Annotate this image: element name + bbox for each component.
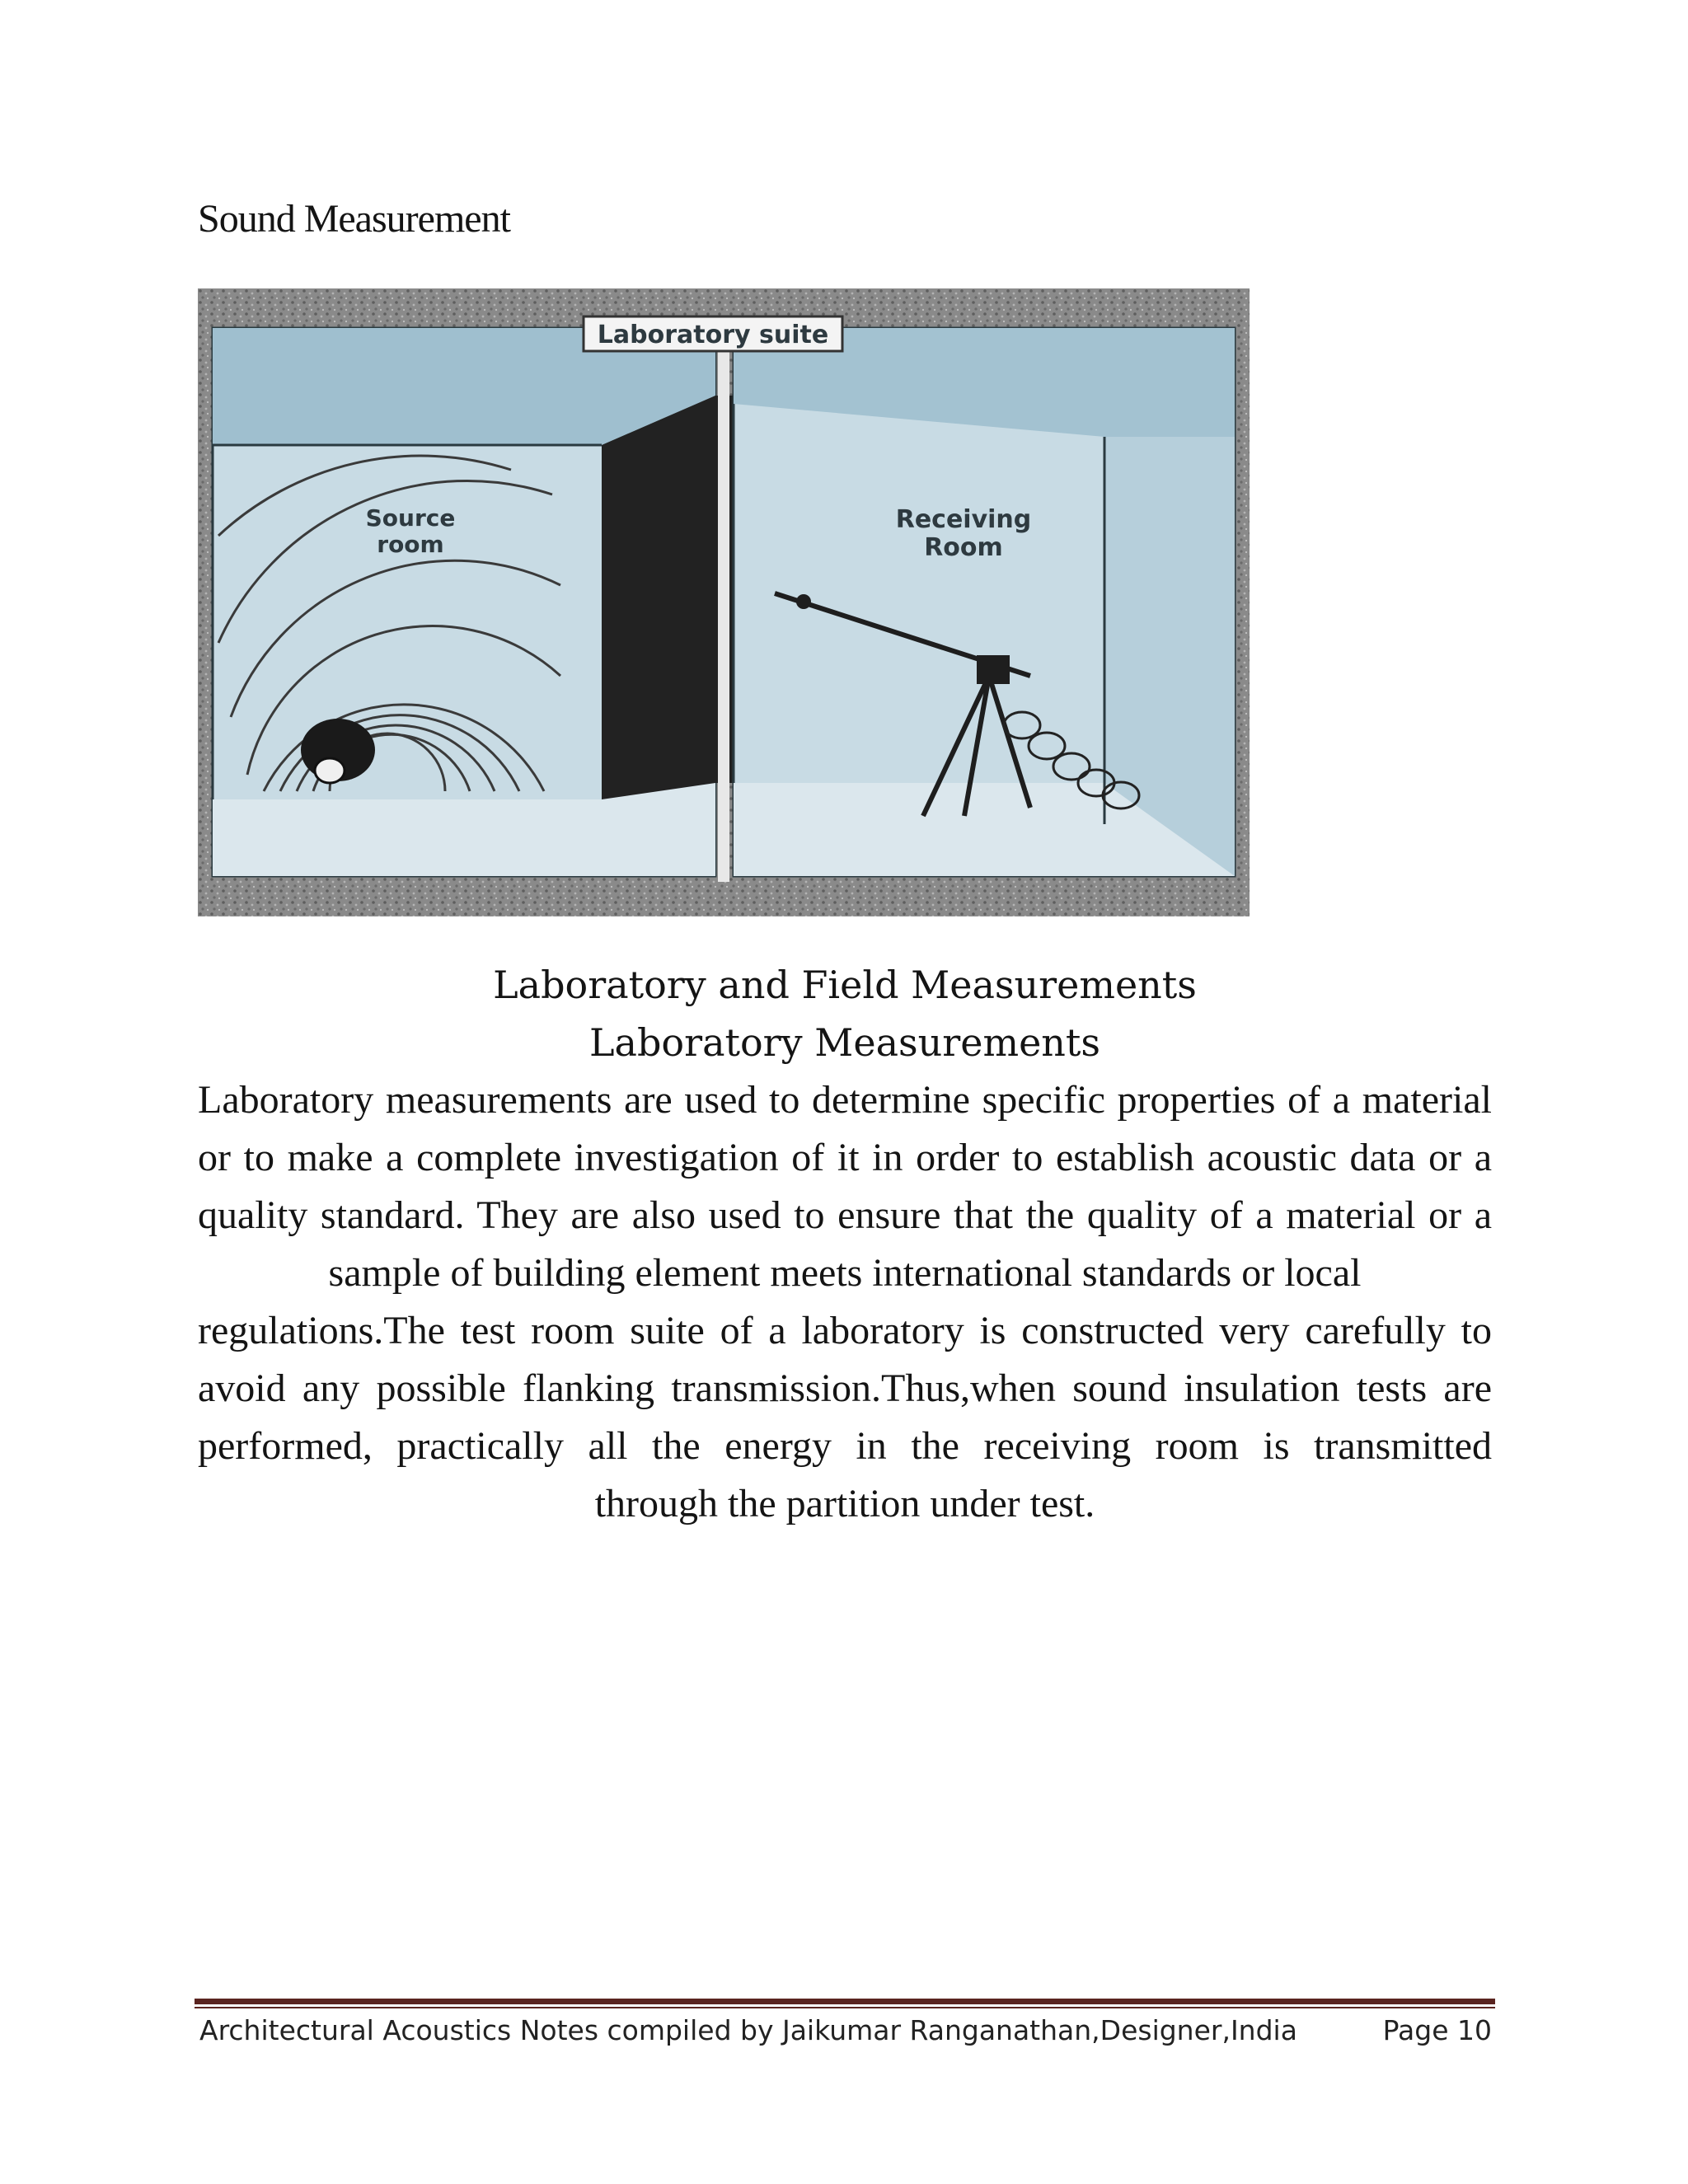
- body-line: through the partition under test.: [594, 1482, 1095, 1526]
- body-line: avoid any possible flanking transmission.Thus,when sound insulation tests are: [198, 1366, 1492, 1410]
- banner-label: Laboratory suite: [597, 321, 829, 349]
- partition: [602, 396, 734, 799]
- receiving-room-label-line2: Room: [924, 533, 1003, 562]
- body-line: regulations.The test room suite of a laboratory is constructed very carefully to: [198, 1309, 1492, 1352]
- source-room-label-line1: Source: [365, 504, 456, 532]
- page-footer: [199, 2014, 1493, 2046]
- laboratory-suite-figure: [198, 288, 1250, 916]
- caption-title: Laboratory and Field Measurements: [493, 963, 1197, 1007]
- body-line: sample of building element meets international standards or local: [328, 1251, 1362, 1295]
- source-room-label-line2: room: [377, 531, 444, 558]
- footer-credit: Architectural Acoustics Notes compiled by Jaikumar Ranganathan,Designer,India: [199, 2014, 1297, 2046]
- page-heading: Sound Measurement: [198, 197, 510, 241]
- body-line: performed, practically all the energy in the receiving room is transmitted: [198, 1424, 1492, 1468]
- body-paragraph: [198, 1071, 1492, 1533]
- footer-rule: [195, 1999, 1495, 2004]
- caption-subtitle: Laboratory Measurements: [588, 1020, 1101, 1065]
- page-number: Page 10: [1382, 2014, 1492, 2046]
- receiving-room-label-line1: Receiving: [895, 505, 1032, 534]
- body-line: or to make a complete investigation of it in order to establish acoustic data or a: [198, 1136, 1492, 1179]
- receiving-room: [734, 328, 1235, 876]
- body-line: Laboratory measurements are used to determine specific properties of a material: [198, 1078, 1492, 1122]
- footer-rule-thin: [195, 2007, 1495, 2008]
- body-line: quality standard. They are also used to ensure that the quality of a material or a: [198, 1193, 1492, 1237]
